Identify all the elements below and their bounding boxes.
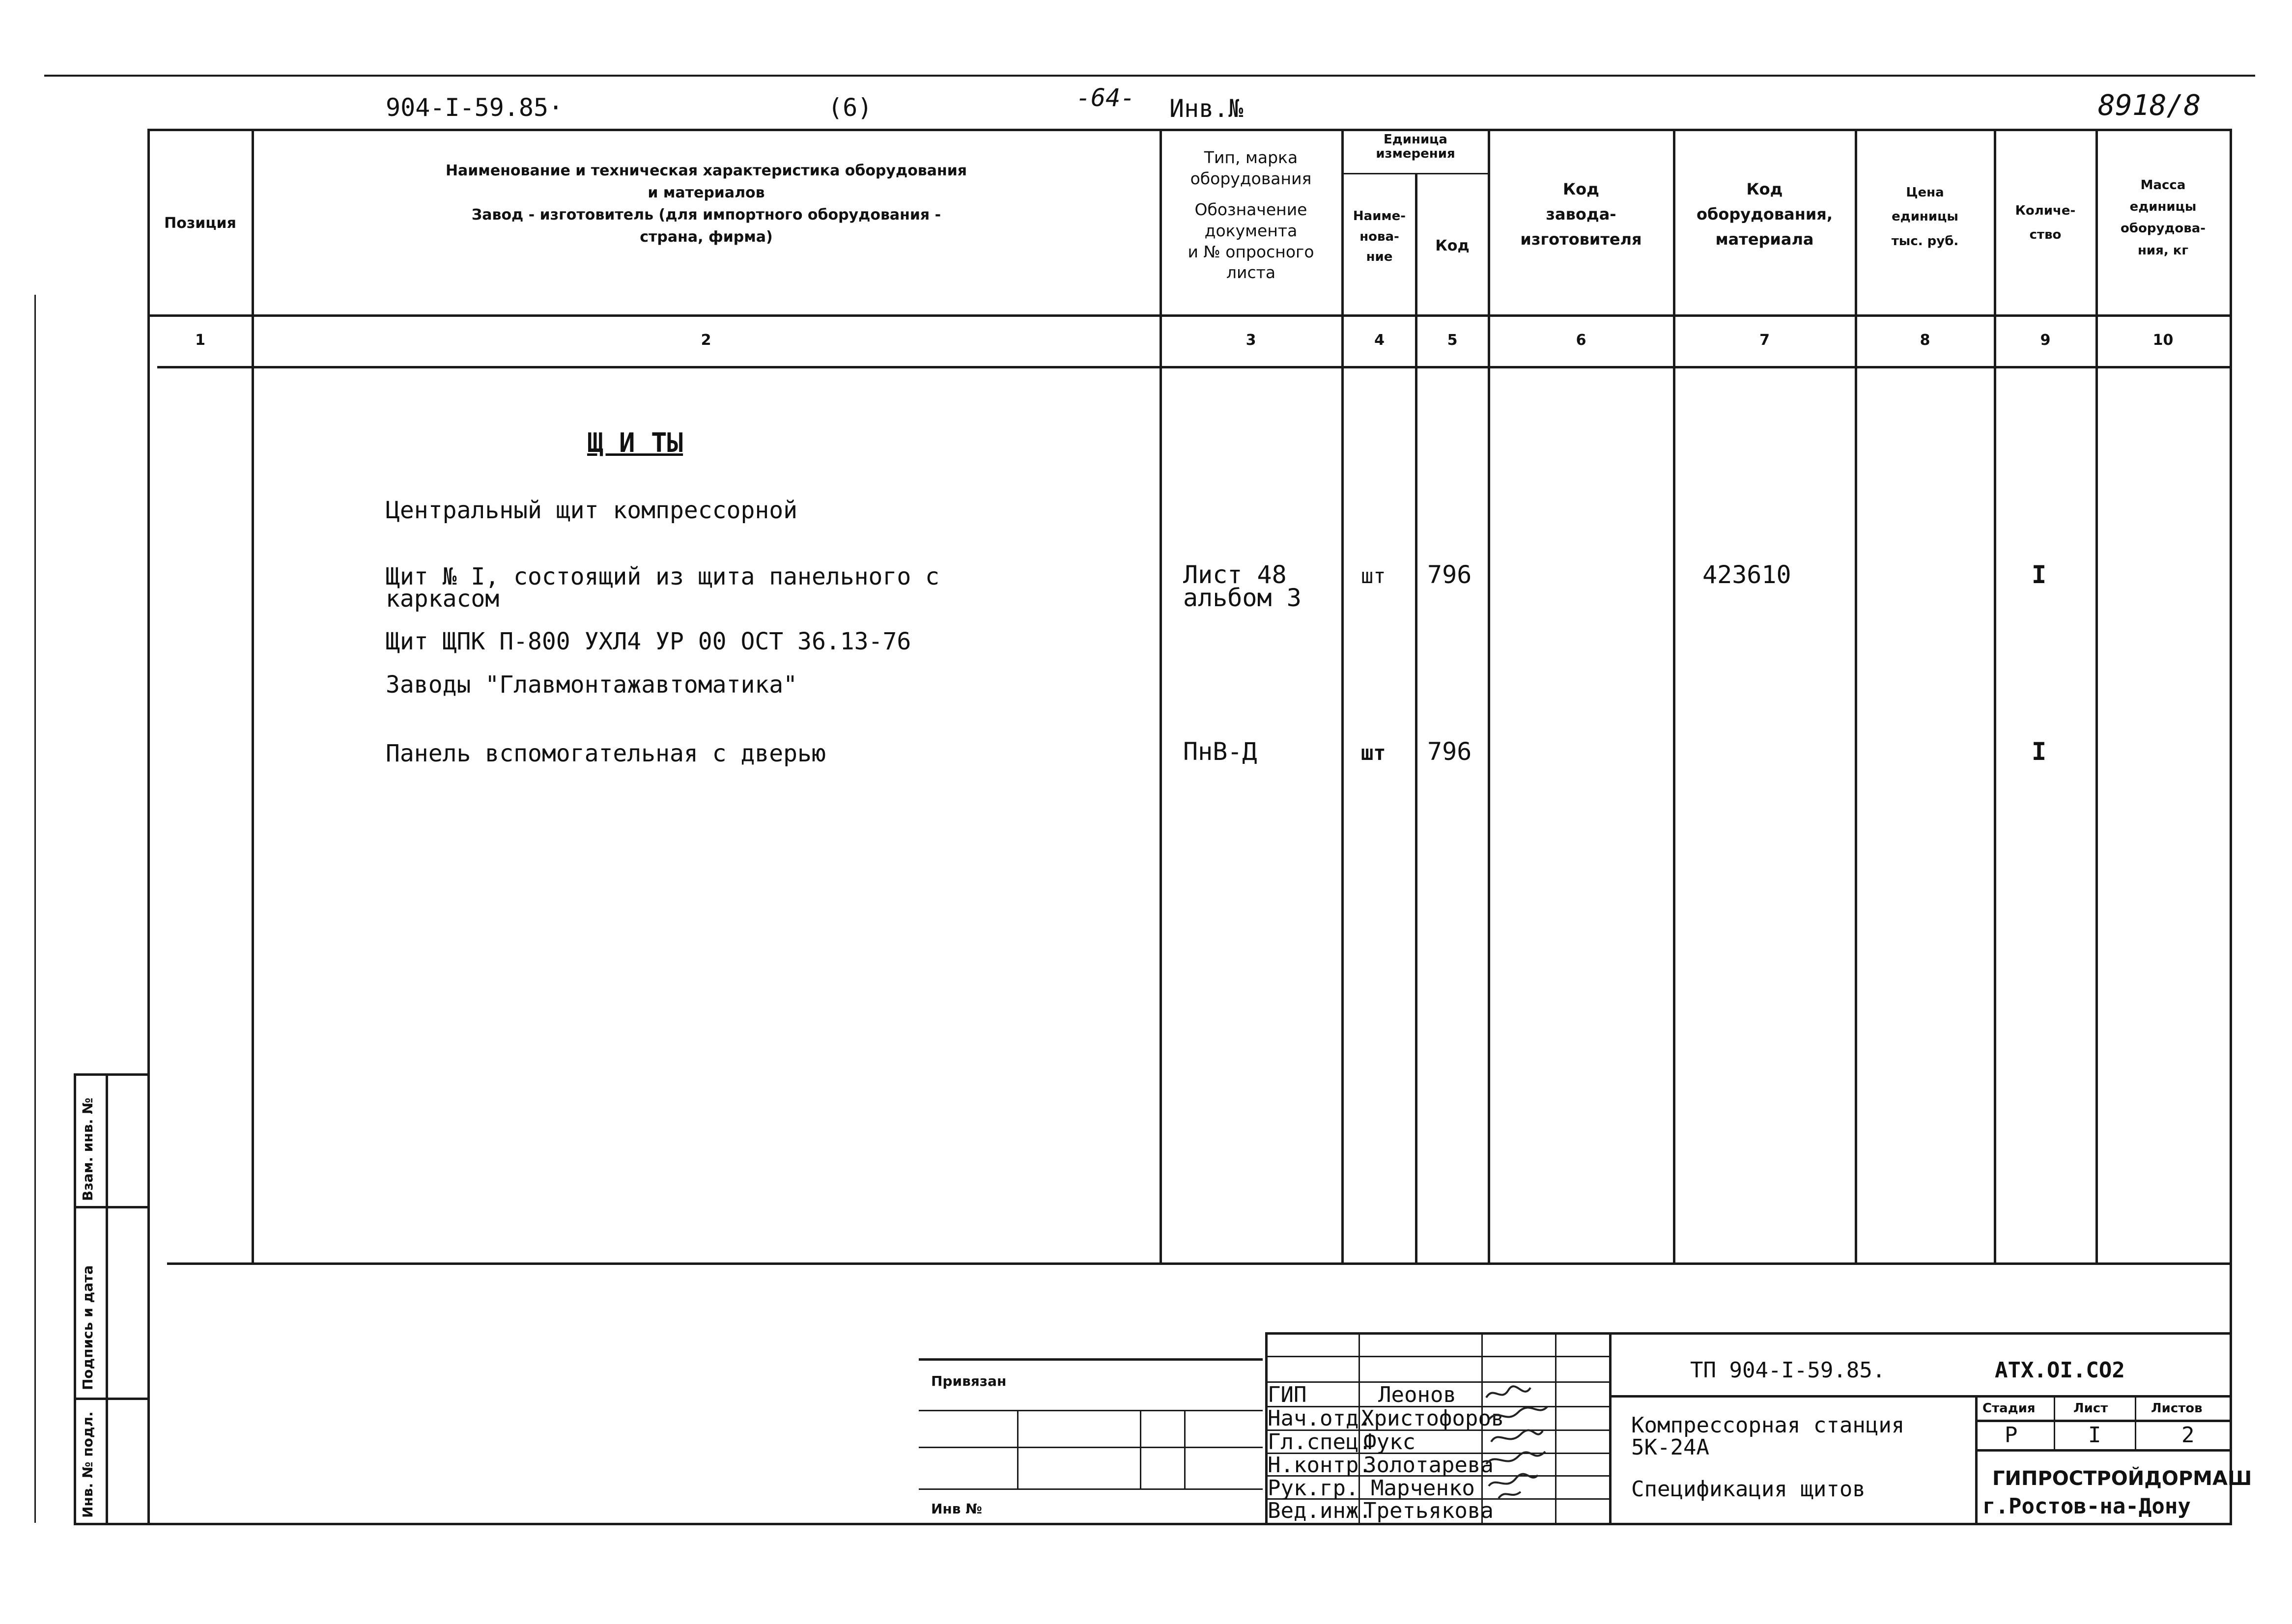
role-gip: ГИП xyxy=(1268,1382,1307,1407)
name-zolotareva: Золотарева xyxy=(1363,1453,1494,1478)
colnum-10: 10 xyxy=(2152,332,2174,349)
header-quantity: Количе- ство xyxy=(2015,203,2076,243)
item1-line1: Щит № I, состоящий из щита панельного с xyxy=(386,563,940,590)
inv-no-label: Инв № xyxy=(931,1501,982,1517)
tb-org-line2: г.Ростов-на-Дону xyxy=(1982,1494,2191,1519)
side-stamp-mid xyxy=(106,1073,108,1523)
header-equipment-code: Код оборудования, материала xyxy=(1697,180,1833,249)
colnum-bottom-line xyxy=(157,366,2231,368)
priv-line3 xyxy=(919,1488,1263,1490)
header-name: Наименование и техническая характеристика оборудования и материалов Завод - изготовитель (для импортного оборудования - страна, фирма) xyxy=(445,162,967,246)
page-number: -64- xyxy=(1076,84,1135,112)
header-factory-code: Код завода- изготовителя xyxy=(1520,180,1642,249)
tb-top xyxy=(1265,1332,2230,1335)
tb-mark: АТХ.ОI.СО2 xyxy=(1995,1358,2125,1383)
tb-right-v2 xyxy=(2054,1395,2055,1449)
tb-right-v3 xyxy=(2135,1395,2136,1449)
priv-v3 xyxy=(1184,1410,1186,1488)
side-podpis: Подпись и дата xyxy=(80,1265,96,1390)
item4-type: ПнВ-Д xyxy=(1183,737,1257,766)
tb-right-v1 xyxy=(1975,1395,1978,1523)
colnum-1: 1 xyxy=(195,332,205,349)
frame-right xyxy=(2230,129,2232,1524)
header-price: Цена единицы тыс. руб. xyxy=(1891,185,1959,249)
tb-sheets-value: 2 xyxy=(2181,1423,2195,1448)
tb-doc-code: ТП 904-I-59.85. xyxy=(1690,1358,1886,1383)
col-divider-9 xyxy=(2095,129,2098,1263)
role-ved-inzh: Вед.инж. xyxy=(1268,1498,1372,1523)
tb-sheet-label: Лист xyxy=(2073,1401,2108,1416)
tb-object-line1: Компрессорная станция xyxy=(1631,1413,1905,1438)
item1-unit: шт xyxy=(1361,564,1386,588)
tb-org-line1: ГИПРОСТРОЙДОРМАШ xyxy=(1992,1467,2252,1490)
tb-sheet-value: I xyxy=(2088,1423,2101,1448)
role-nach-otd: Нач.отд. xyxy=(1268,1406,1372,1431)
item4-qty: I xyxy=(2032,737,2047,766)
section-subtitle: Центральный щит компрессорной xyxy=(386,497,798,524)
tb-v-date xyxy=(1609,1332,1612,1523)
role-gl-spec: Гл.спец. xyxy=(1268,1429,1372,1455)
inv-label: Инв.№ xyxy=(1169,94,1244,123)
header-bottom-line xyxy=(147,314,2231,317)
col-divider-1 xyxy=(252,129,254,1263)
side-stamp-div2 xyxy=(74,1398,150,1400)
tb-row0 xyxy=(1265,1356,1609,1357)
item2-line: Щит ЩПК П-800 УХЛ4 УР 00 ОСТ 36.13-76 xyxy=(386,628,911,655)
colnum-5: 5 xyxy=(1447,332,1458,349)
side-stamp-div1 xyxy=(74,1206,150,1208)
tb-sheets-label: Листов xyxy=(2151,1401,2203,1416)
colnum-8: 8 xyxy=(1920,332,1930,349)
item4-code: 796 xyxy=(1427,737,1472,766)
tb-stage-label: Стадия xyxy=(1982,1401,2036,1416)
col-divider-8 xyxy=(1994,129,1996,1263)
item1-code: 796 xyxy=(1427,560,1472,589)
frame-bottom xyxy=(74,1523,2232,1525)
item3-line: Заводы "Главмонтажавтоматика" xyxy=(386,671,798,699)
tb-v-sign xyxy=(1555,1332,1556,1523)
tb-object-line2: 5К-24А xyxy=(1631,1435,1709,1460)
tb-stage-line2 xyxy=(1975,1449,2230,1452)
item1-type-line1: Лист 48 xyxy=(1183,560,1287,589)
name-tretyakova: Третьякова xyxy=(1363,1498,1494,1523)
signatures-image xyxy=(1484,1383,1553,1501)
header-position: Позиция xyxy=(164,215,236,232)
top-border-line xyxy=(44,75,2255,77)
left-edge-line xyxy=(34,295,36,1523)
role-n-kontr: Н.контр. xyxy=(1268,1453,1372,1478)
name-khristoforov: Христофоров xyxy=(1361,1406,1504,1431)
side-stamp-left xyxy=(74,1073,76,1523)
colnum-3: 3 xyxy=(1245,332,1256,349)
priv-top xyxy=(919,1358,1263,1361)
name-leonov: Леонов xyxy=(1378,1382,1456,1407)
header-unit-code: Код xyxy=(1435,237,1470,254)
tb-right-div1 xyxy=(1609,1395,2230,1398)
unit-group-line xyxy=(1341,173,1488,174)
header-type: Тип, марка оборудования Обозначение документа и № опросного листа xyxy=(1188,148,1314,282)
tb-stage-value: Р xyxy=(2005,1423,2018,1448)
priv-line1 xyxy=(919,1410,1263,1411)
colnum-4: 4 xyxy=(1374,332,1385,349)
priv-v1 xyxy=(1017,1410,1019,1488)
priv-line2 xyxy=(919,1447,1263,1448)
side-vzam: Взам. инв. № xyxy=(80,1097,96,1201)
header-unit-group: Единица измерения xyxy=(1376,132,1455,161)
section-title: Щ И ТЫ xyxy=(587,427,683,458)
priv-v2 xyxy=(1140,1410,1141,1488)
item4-unit: шт xyxy=(1361,741,1386,765)
col-divider-6 xyxy=(1673,129,1675,1263)
name-marchenko: Марченко xyxy=(1371,1476,1475,1501)
header-mass: Масса единицы оборудова- ния, кг xyxy=(2120,178,2206,258)
side-inv-podl: Инв. № подл. xyxy=(80,1411,96,1518)
colnum-6: 6 xyxy=(1576,332,1586,349)
item4-line: Панель вспомогательная с дверью xyxy=(386,740,826,767)
name-fuks: Фукс xyxy=(1363,1429,1415,1455)
archive-number: 8918/8 xyxy=(2098,88,2201,122)
privyazan-label: Привязан xyxy=(931,1373,1007,1389)
colnum-9: 9 xyxy=(2040,332,2051,349)
col-divider-2 xyxy=(1160,129,1162,1263)
tb-doc-title: Спецификация щитов xyxy=(1631,1477,1866,1502)
sheet-paren: (6) xyxy=(828,93,873,122)
table-bottom-line xyxy=(167,1262,2231,1265)
col-divider-7 xyxy=(1855,129,1857,1263)
colnum-7: 7 xyxy=(1759,332,1770,349)
col-divider-3 xyxy=(1341,129,1344,1263)
col-divider-5 xyxy=(1488,129,1490,1263)
item1-line2: каркасом xyxy=(386,585,500,613)
header-unit-name: Наиме- нова- ние xyxy=(1353,209,1406,265)
doc-code-top: 904-I-59.85· xyxy=(386,93,564,122)
role-ruk-gr: Рук.гр. xyxy=(1268,1476,1359,1501)
side-stamp-top xyxy=(74,1073,150,1076)
colnum-2: 2 xyxy=(701,332,711,349)
item1-qty: I xyxy=(2032,560,2047,589)
item1-type-line2: альбом 3 xyxy=(1183,584,1302,612)
tb-stage-line xyxy=(1975,1420,2230,1422)
item1-equip-code: 423610 xyxy=(1702,560,1791,589)
frame-top xyxy=(147,129,2231,131)
